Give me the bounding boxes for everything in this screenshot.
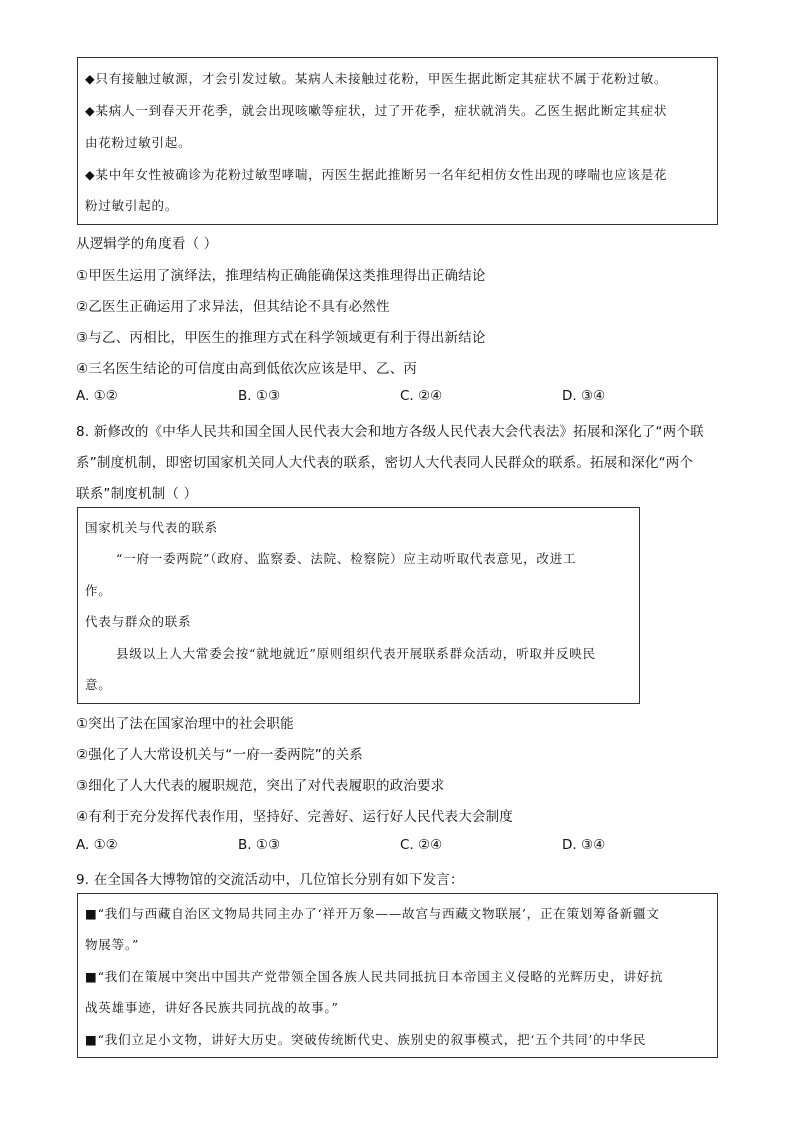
q8-box-line: 作。 [85, 583, 112, 598]
q7-box-line: 粉过敏引起的。 [85, 198, 179, 213]
q7-box-line: ◆只有接触过敏源，才会引发过敏。某病人未接触过花粉，甲医生据此断定其症状不属于花粉过敏。 [85, 71, 668, 86]
q8-stem-line: 8. 新修改的《中华人民共和国全国人民代表大会和地方各级人民代表大会代表法》拓展和深化了“两个联 [76, 424, 704, 440]
q8-statement: ④有利于充分发挥代表作用，坚持好、完善好、运行好人民代表大会制度 [76, 809, 514, 825]
q7-box-line: 由花粉过敏引起。 [85, 135, 192, 150]
q8-box-heading: 代表与群众的联系 [85, 614, 192, 629]
q8-statement: ③细化了人大代表的履职规范，突出了对代表履职的政治要求 [76, 778, 445, 794]
q8-box-line: 意。 [85, 677, 112, 692]
q8-option-c[interactable]: C. ②④ [400, 837, 443, 853]
q7-statement: ①甲医生运用了演绎法，推理结构正确能确保这类推理得出正确结论 [76, 268, 486, 284]
q8-statement: ①突出了法在国家治理中的社会职能 [76, 716, 294, 732]
q7-box-line: ◆某中年女性被确诊为花粉过敏型哮喘，丙医生据此推断另一名年纪相仿女性出现的哮喘也应该是花 [85, 167, 668, 182]
q7-box-line: ◆某病人一到春天开花季，就会出现咳嗽等症状，过了开花季，症状就消失。乙医生据此断定其症状 [85, 103, 668, 118]
q8-box-heading: 国家机关与代表的联系 [85, 520, 219, 535]
q8-stem-line: 联系”制度机制（ ） [76, 486, 198, 502]
q8-statement: ②强化了人大常设机关与“一府一委两院”的关系 [76, 747, 363, 763]
q8-material-box [77, 507, 640, 704]
q9-stem: 9. 在全国各大博物馆的交流活动中，几位馆长分别有如下发言： [76, 872, 464, 888]
q8-stem-line: 系”制度机制，即密切国家机关同人大代表的联系，密切人大代表同人民群众的联系。拓展和深化“两个 [76, 455, 694, 471]
q8-option-b[interactable]: B. ①③ [238, 837, 281, 853]
q8-option-a[interactable]: A. ①② [76, 837, 118, 853]
q7-statement: ②乙医生正确运用了求异法，但其结论不具有必然性 [76, 299, 390, 315]
q7-statement: ③与乙、丙相比，甲医生的推理方式在科学领域更有利于得出新结论 [76, 330, 486, 346]
q9-box-line: ■“我们立足小文物，讲好大历史。突破传统断代史、族别史的叙事模式，把‘五个共同’的中华民 [85, 1032, 647, 1047]
q8-box-line: “一府一委两院”（政府、监察委、法院、检察院）应主动听取代表意见，改进工 [116, 551, 577, 566]
q8-option-d[interactable]: D. ③④ [562, 837, 606, 853]
q9-box-line: 物展等。” [85, 937, 140, 952]
q9-box-line: ■“我们与西藏自治区文物局共同主办了‘祥开万象——故宫与西藏文物联展’，正在策划筹备新疆文 [85, 906, 660, 921]
q7-option-b[interactable]: B. ①③ [238, 388, 281, 404]
q7-option-d[interactable]: D. ③④ [562, 388, 606, 404]
q9-box-line: 战英雄事迹，讲好各民族共同抗战的故事。” [85, 1000, 339, 1015]
q7-statement: ④三名医生结论的可信度由高到低依次应该是甲、乙、丙 [76, 361, 418, 377]
q7-stem: 从逻辑学的角度看（ ） [76, 236, 218, 252]
q8-box-line: 县级以上人大常委会按“就地就近”原则组织代表开展联系群众活动，听取并反映民 [116, 646, 596, 661]
q7-option-c[interactable]: C. ②④ [400, 388, 443, 404]
q7-option-a[interactable]: A. ①② [76, 388, 118, 404]
q9-box-line: ■“我们在策展中突出中国共产党带领全国各族人民共同抵抗日本帝国主义侵略的光辉历史，讲好抗 [85, 969, 664, 984]
